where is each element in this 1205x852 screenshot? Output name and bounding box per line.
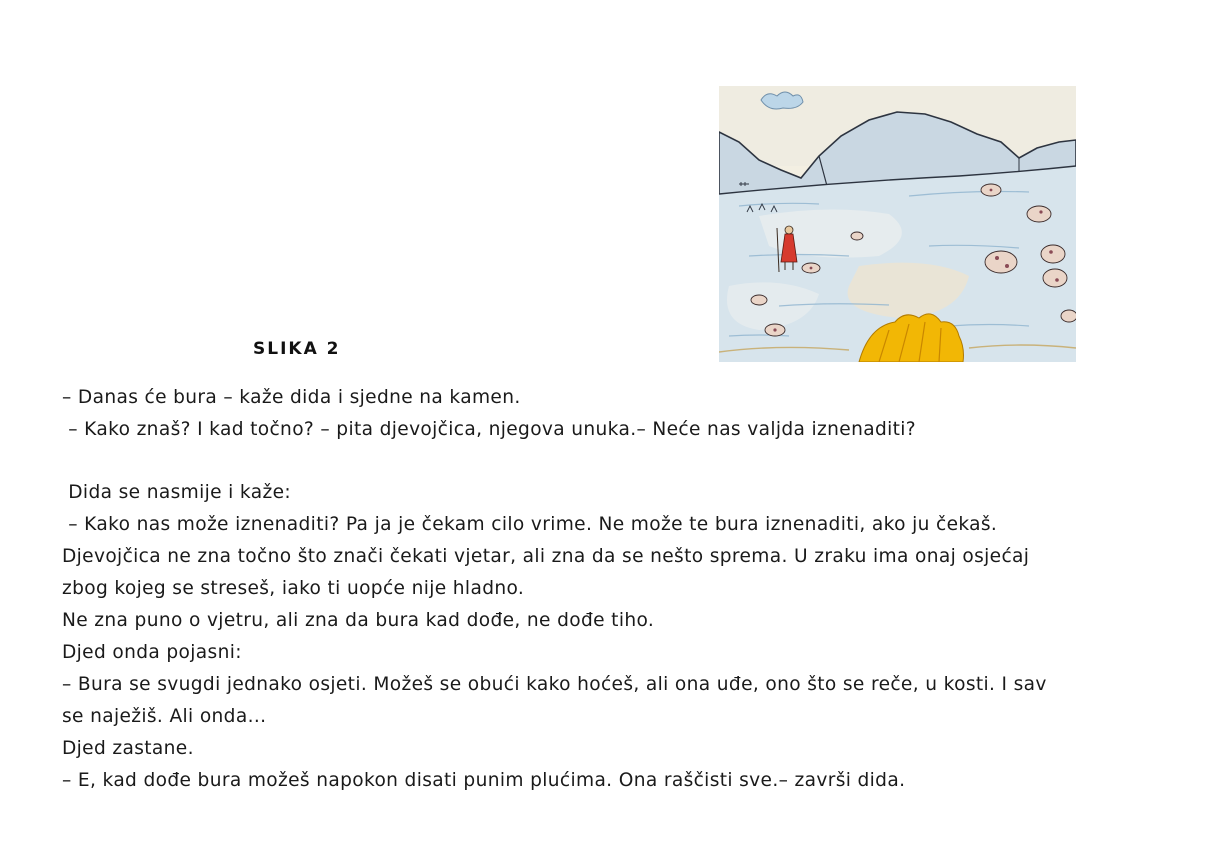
- story-line: – Bura se svugdi jednako osjeti. Možeš se obući kako hoćeš, ali ona uđe, ono što se reče, u kosti. I sav: [62, 674, 1047, 695]
- story-line: Djed zastane.: [62, 738, 194, 759]
- story-line: se naježiš. Ali onda...: [62, 706, 267, 727]
- story-line: – Danas će bura – kaže dida i sjedne na kamen.: [62, 387, 521, 408]
- story-line: zbog kojeg se streseš, iako ti uopće nije hladno.: [62, 578, 525, 599]
- figure-caption: SLIKA 2: [253, 339, 341, 359]
- story-line: Ne zna puno o vjetru, ali zna da bura kad dođe, ne dođe tiho.: [62, 610, 655, 631]
- story-line: Dida se nasmije i kaže:: [62, 482, 291, 503]
- story-line: – Kako znaš? I kad točno? – pita djevojčica, njegova unuka.– Neće nas valjda iznenaditi?: [62, 419, 916, 440]
- story-line: – E, kad dođe bura možeš napokon disati punim plućima. Ona raščisti sve.– završi dida.: [62, 770, 906, 791]
- paragraph-gap: [62, 446, 1182, 477]
- illustration-image: [719, 86, 1076, 362]
- story-text: [62, 382, 1182, 797]
- story-line: Djevojčica ne zna točno što znači čekati vjetar, ali zna da se nešto sprema. U zraku ima onaj osjećaj: [62, 546, 1030, 567]
- story-line: – Kako nas može iznenaditi? Pa ja je čekam cilo vrime. Ne može te bura iznenaditi, ako ju čekaš.: [62, 514, 998, 535]
- story-line: Djed onda pojasni:: [62, 642, 242, 663]
